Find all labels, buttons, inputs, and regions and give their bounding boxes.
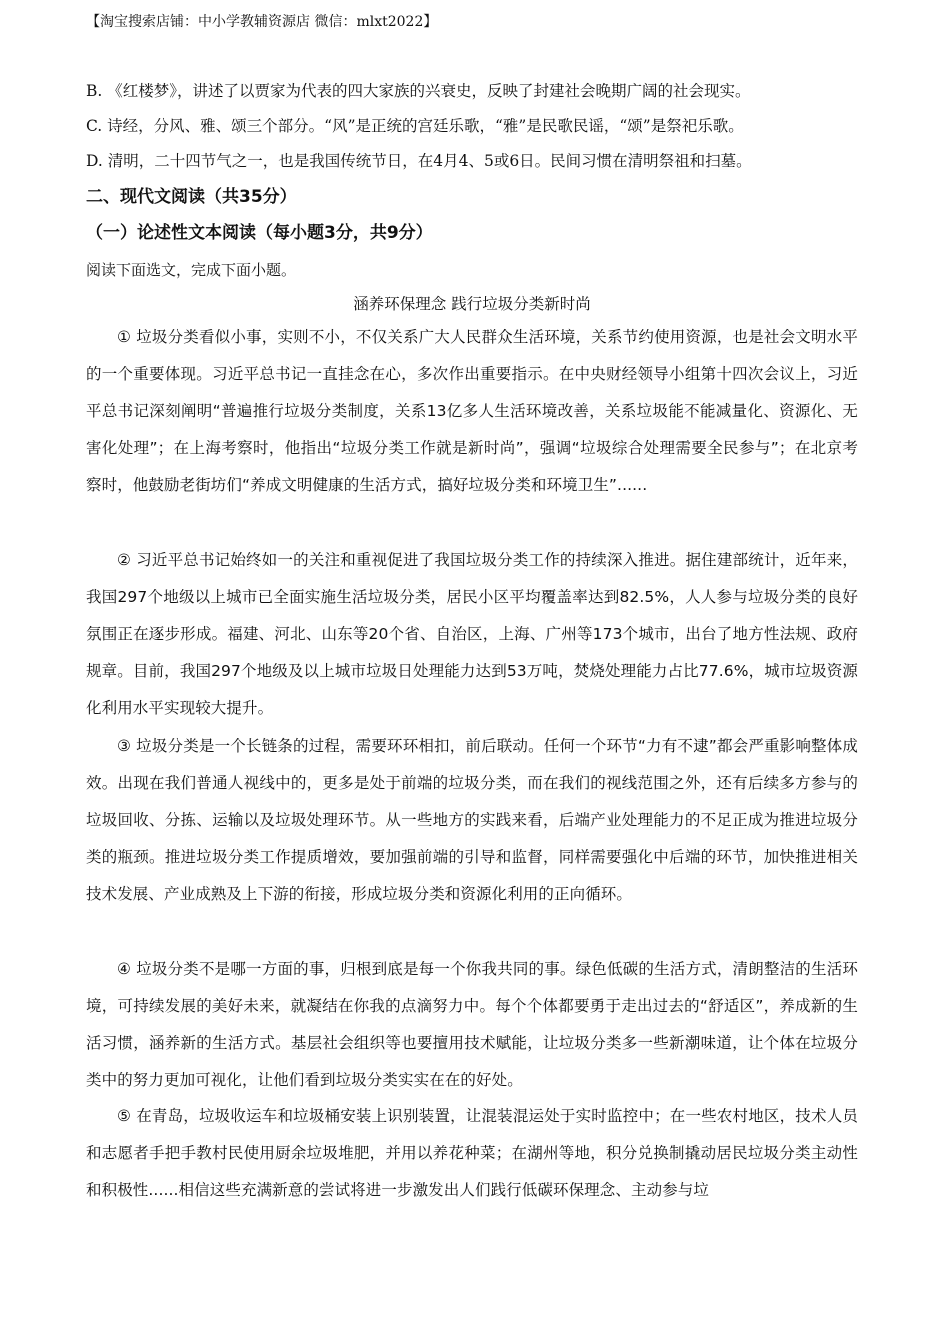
article-paragraph-1: ① 垃圾分类看似小事，实则不小，不仅关系广大人民群众生活环境，关系节约使用资源，也是社会文明水平的一个重要体现。习近平总书记一直挂念在心，多次作出重要指示。在中央财经领导小组第十四次会议上，习近平总书记深刻阐明“普遍推行垃圾分类制度，关系13亿多人生活环境改善，关系垃圾能不能减量化、资源化、无害化处理”；在上海考察时，他指出“垃圾分类工作就是新时尚”，强调“垃圾综合处理需要全民参与”；在北京考察时，他鼓励老街坊们“养成文明健康的生活方式，搞好垃圾分类和环境卫生”...... — [86, 328, 858, 494]
reading-instruction: 阅读下面选文，完成下面小题。 — [86, 261, 297, 279]
article-paragraph-3: ③ 垃圾分类是一个长链条的过程，需要环环相扣，前后联动。任何一个环节“力有不逮”都会严重影响整体成效。出现在我们普通人视线中的，更多是处于前端的垃圾分类，而在我们的视线范围之外，还有后续多方参与的垃圾回收、分拣、运输以及垃圾处理环节。从一些地方的实践来看，后端产业处理能力的不足正成为推进垃圾分类的瓶颈。推进垃圾分类工作提质增效，要加强前端的引导和监督，同样需要强化中后端的环节，加快推进相关技术发展、产业成熟及上下游的衔接，形成垃圾分类和资源化利用的正向循环。 — [86, 737, 858, 903]
section-subtitle: （一）论述性文本阅读（每小题3分，共9分） — [86, 223, 433, 243]
watermark-header: 【淘宝搜索店铺：中小学教辅资源店 微信：mlxt2022】 — [86, 14, 438, 30]
section-title: 二、现代文阅读（共35分） — [86, 187, 297, 207]
article-paragraph-4: ④ 垃圾分类不是哪一方面的事，归根到底是每一个你我共同的事。绿色低碳的生活方式，清朗整洁的生活环境，可持续发展的美好未来，就凝结在你我的点滴努力中。每个个体都要勇于走出过去的“舒适区”，养成新的生活习惯，涵养新的生活方式。基层社会组织等也要擅用技术赋能，让垃圾分类多一些新潮味道，让个体在垃圾分类中的努力更加可视化，让他们看到垃圾分类实实在在的好处。 — [86, 960, 858, 1089]
article-title: 涵养环保理念 践行垃圾分类新时尚 — [353, 295, 591, 313]
article-paragraph-2: ② 习近平总书记始终如一的关注和重视促进了我国垃圾分类工作的持续深入推进。据住建部统计，近年来，我国297个地级以上城市已全面实施生活垃圾分类，居民小区平均覆盖率达到82.5%，人人参与垃圾分类的良好氛围正在逐步形成。福建、河北、山东等20个省、自治区，上海、广州等173个城市，出台了地方性法规、政府规章。目前，我国297个地级及以上城市垃圾日处理能力达到53万吨，焚烧处理能力占比77.6%，城市垃圾资源化利用水平实现较大提升。 — [86, 551, 858, 717]
option-b: B. 《红楼梦》，讲述了以贾家为代表的四大家族的兴衰史，反映了封建社会晚期广阔的社会现实。 — [86, 82, 751, 100]
article-paragraph-5: ⑤ 在青岛，垃圾收运车和垃圾桶安装上识别装置，让混装混运处于实时监控中；在一些农村地区，技术人员和志愿者手把手教村民使用厨余垃圾堆肥，并用以养花种菜；在湖州等地，积分兑换制撬动居民垃圾分类主动性和积极性......相信这些充满新意的尝试将进一步激发出人们践行低碳环保理念、主动参与垃 — [86, 1107, 858, 1199]
option-c: C. 诗经，分风、雅、颂三个部分。“风”是正统的宫廷乐歌，“雅”是民歌民谣，“颂”是祭祀乐歌。 — [86, 117, 744, 135]
option-d: D. 清明，二十四节气之一，也是我国传统节日，在4月4、5或6日。民间习惯在清明祭祖和扫墓。 — [86, 152, 752, 170]
